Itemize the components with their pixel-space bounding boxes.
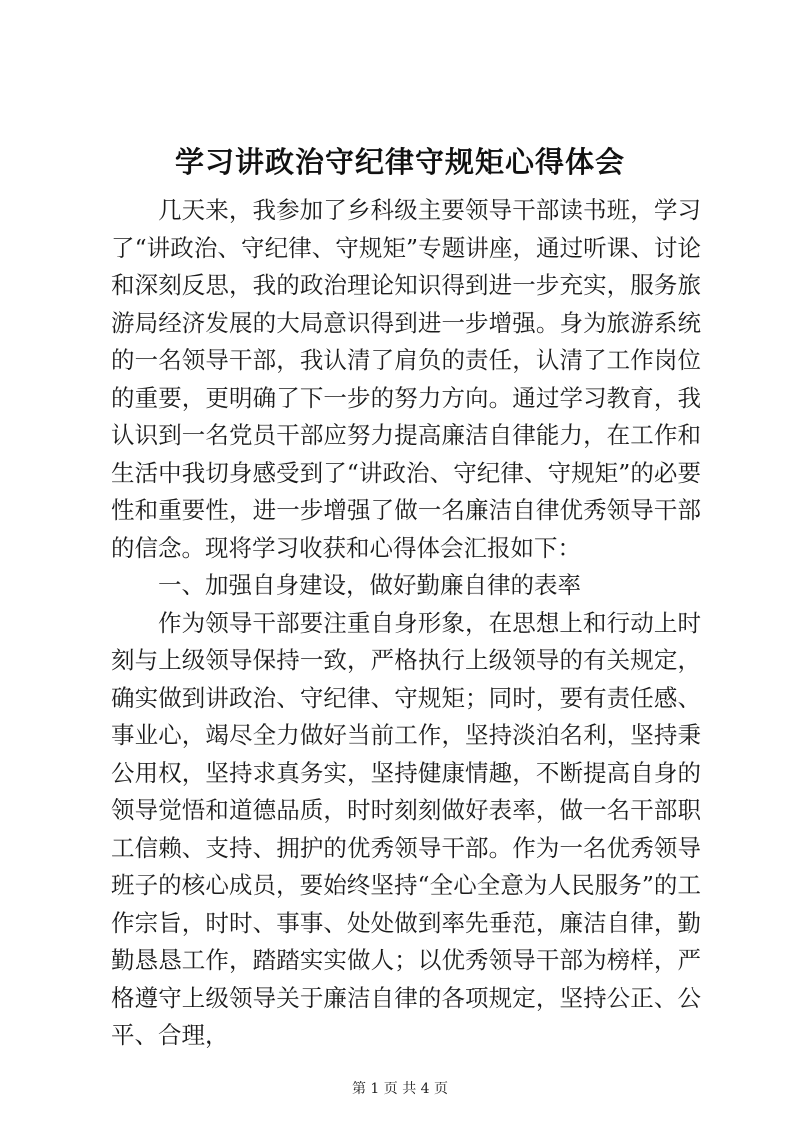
paragraph-section-one: 作为领导干部要注重自身形象，在思想上和行动上时刻与上级领导保持一致，严格执行上级领导的有关规定，确实做到讲政治、守纪律、守规矩；同时，要有责任感、事业心，竭尽全力做好当前工作，坚持淡泊名利，坚持秉公用权，坚持求真务实，坚持健康情趣，不断提高自身的领导觉悟和道德品质，时时刻刻做好表率，做一名干部职工信赖、支持、拥护的优秀领导干部。作为一名优秀领导班子的核心成员，要始终坚持“全心全意为人民服务”的工作宗旨，时时、事事、处处做到率先垂范，廉洁自律，勤勤恳恳工作，踏踏实实做人；以优秀领导干部为榜样，严格遵守上级领导关于廉洁自律的各项规定，坚持公正、公平、合理， — [111, 608, 701, 1049]
paragraph-intro: 几天来，我参加了乡科级主要领导干部读书班，学习了“讲政治、守纪律、守规矩”专题讲座，通过听课、讨论和深刻反思，我的政治理论知识得到进一步充实，服务旅游局经济发展的大局意识得到进一步增强。身为旅游系统的一名领导干部，我认清了肩负的责任，认清了工作岗位的重要，更明确了下一步的努力方向。通过学习教育，我认识到一名党员干部应努力提高廉洁自律能力，在工作和生活中我切身感受到了“讲政治、守纪律、守规矩”的必要性和重要性，进一步增强了做一名廉洁自律优秀领导干部的信念。现将学习收获和心得体会汇报如下： — [111, 196, 701, 562]
document-body — [111, 192, 701, 1055]
document-title: 学习讲政治守纪律守规矩心得体会 — [174, 145, 625, 179]
page-footer: 第 1 页 共 4 页 — [351, 1081, 449, 1097]
section-heading: 一、加强自身建设，做好勤廉自律的表率 — [158, 571, 581, 599]
